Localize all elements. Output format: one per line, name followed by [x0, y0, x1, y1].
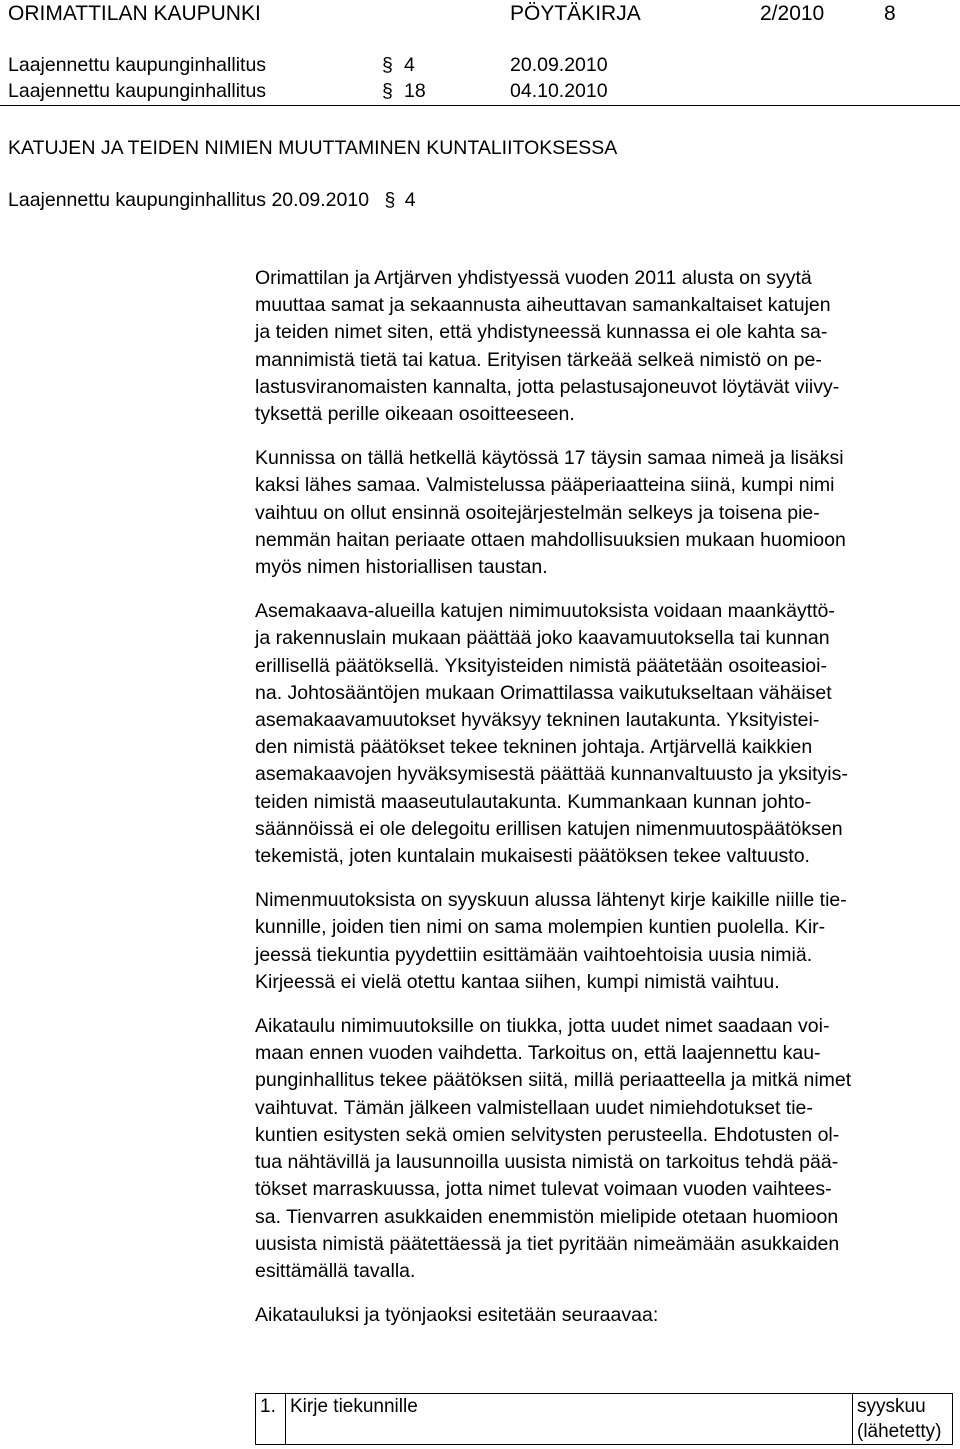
text-line: Asemakaava-alueilla katujen nimimuutoksista voidaan maankäyttö- — [255, 600, 835, 623]
text-line: ja teiden nimet siten, että yhdistyneessä kunnassa ei ole kahta sa- — [255, 321, 828, 344]
schedule-table — [255, 1393, 953, 1445]
section-reference-number: 4 — [404, 189, 416, 211]
table-row — [256, 1394, 953, 1445]
document-title: KATUJEN JA TEIDEN NIMIEN MUUTTAMINEN KUNTALIITOKSESSA — [8, 137, 618, 159]
paragraph — [255, 1302, 955, 1329]
text-line: Orimattilan ja Artjärven yhdistyessä vuoden 2011 alusta on syytä — [255, 267, 812, 289]
text-line: Nimenmuutoksista on syyskuun alussa lähtenyt kirje kaikille niille tie- — [255, 889, 847, 912]
text-line: jeessä tiekuntia pyydettiin esittämään vaihtoehtoisia uusia nimiä. — [255, 943, 813, 966]
paragraph — [255, 887, 955, 996]
section-sign-icon: § — [384, 189, 396, 211]
text-line: na. Johtosääntöjen mukaan Orimattilassa vaikutukseltaan vähäiset — [255, 681, 832, 704]
text-line: asemakaavojen hyväksymisestä päättää kunnanvaltuusto ja yksityis- — [255, 763, 848, 786]
text-line: mannimistä tietä tai katua. Erityisen tärkeää selkeä nimistö on pe- — [255, 348, 822, 371]
text-line: esittämällä tavalla. — [255, 1259, 416, 1282]
page-number: 8 — [884, 2, 896, 25]
meeting-date: 04.10.2010 — [510, 80, 608, 102]
header-divider — [0, 105, 960, 106]
text-line: säännöissä ei ole delegoitu erillisen katujen nimenmuutospäätöksen — [255, 817, 843, 840]
text-line: asemakaavamuutokset hyväksyy tekninen lautakunta. Yksityistei- — [255, 709, 820, 732]
paragraph — [255, 1013, 955, 1285]
org-name: ORIMATTILAN KAUPUNKI — [8, 2, 261, 25]
text-line: tua nähtävillä ja lausunnoilla uusista nimistä on tarkoitus tehdä pää- — [255, 1151, 839, 1174]
section-sign-icon: § — [382, 80, 393, 102]
text-line: kaksi lähes samaa. Valmistelussa pääperiaatteina siinä, kumpi nimi — [255, 474, 835, 497]
text-line: uusista nimistä päätettäessä ja tiet pyritään nimeämään asukkaiden — [255, 1232, 840, 1255]
section-reference — [8, 189, 416, 212]
meeting-row — [8, 54, 948, 80]
document-body — [255, 265, 955, 1346]
doc-type: PÖYTÄKIRJA — [510, 2, 641, 25]
schedule-task: Kirje tiekunnille — [286, 1394, 853, 1445]
text-line: Kunnissa on tällä hetkellä käytössä 17 täysin samaa nimeä ja lisäksi — [255, 447, 844, 470]
meeting-date: 20.09.2010 — [510, 54, 608, 76]
text-line: maan ennen vuoden vaihdetta. Tarkoitus on, että laajennettu kau- — [255, 1042, 821, 1065]
meeting-section: 4 — [404, 54, 415, 76]
text-line: myös nimen historiallisen taustan. — [255, 556, 548, 579]
text-line: Aikataulu nimimuutoksille on tiukka, jotta uudet nimet saadaan voi- — [255, 1015, 830, 1038]
text-line: lastusviranomaisten kannalta, jotta pelastusajoneuvot löytävät viivy- — [255, 375, 840, 398]
text-line: ja rakennuslain mukaan päättää joko kaavamuutoksella tai kunnan — [255, 627, 830, 650]
document-header — [8, 0, 960, 34]
text-line: tökset marraskuussa, jotta nimet tulevat voimaan vuoden vaihtees- — [255, 1178, 832, 1201]
meeting-body: Laajennettu kaupunginhallitus — [8, 54, 267, 76]
meeting-row — [8, 80, 948, 106]
doc-number: 2/2010 — [760, 2, 825, 25]
section-sign-icon: § — [382, 54, 393, 76]
section-reference-text: Laajennettu kaupunginhallitus 20.09.2010 — [8, 189, 370, 211]
paragraph — [255, 598, 955, 870]
schedule-when-note: (lähetetty) — [857, 1421, 942, 1442]
text-line: tyksettä perille oikeaan osoitteeseen. — [255, 403, 575, 426]
text-line: erillisellä päätöksellä. Yksityisteiden nimistä päätetään osoiteasioi- — [255, 654, 827, 677]
text-line: Aikatauluksi ja työnjaoksi esitetään seuraavaa: — [255, 1304, 659, 1327]
text-line: vaihtuu on ollut ensinnä osoitejärjestelmän selkeys ja toisena pie- — [255, 501, 820, 524]
text-line: kuntien esitysten sekä omien selvitysten perusteella. Ehdotusten ol- — [255, 1123, 840, 1146]
paragraph — [255, 445, 955, 581]
text-line: vaihtuvat. Tämän jälkeen valmistellaan uudet nimiehdotukset tie- — [255, 1096, 813, 1119]
meeting-body: Laajennettu kaupunginhallitus — [8, 80, 267, 102]
text-line: nemmän haitan periaate ottaen mahdollisuuksien mukaan huomioon — [255, 528, 846, 551]
text-line: kunnille, joiden tien nimi on sama molempien kuntien puolella. Kir- — [255, 916, 826, 939]
text-line: sa. Tienvarren asukkaiden enemmistön mielipide otetaan huomioon — [255, 1205, 839, 1228]
schedule-when — [853, 1394, 953, 1445]
text-line: tekemistä, joten kuntalain mukaisesti päätöksen tekee valtuusto. — [255, 845, 810, 868]
text-line: teiden nimistä maaseutulautakunta. Kummankaan kunnan johto- — [255, 790, 812, 813]
text-line: muuttaa samat ja sekaannusta aiheuttavan samankaltaiset katujen — [255, 294, 831, 317]
schedule-when-month: syyskuu — [857, 1396, 926, 1417]
text-line: den nimistä päätökset tekee tekninen johtaja. Artjärvellä kaikkien — [255, 736, 813, 759]
text-line: punginhallitus tekee päätöksen siitä, millä periaatteella ja mitkä nimet — [255, 1069, 852, 1092]
schedule-number: 1. — [256, 1394, 286, 1445]
paragraph — [255, 265, 955, 428]
text-line: Kirjeessä ei vielä otettu kantaa siihen, kumpi nimistä vaihtuu. — [255, 970, 780, 993]
meeting-section: 18 — [404, 80, 426, 102]
